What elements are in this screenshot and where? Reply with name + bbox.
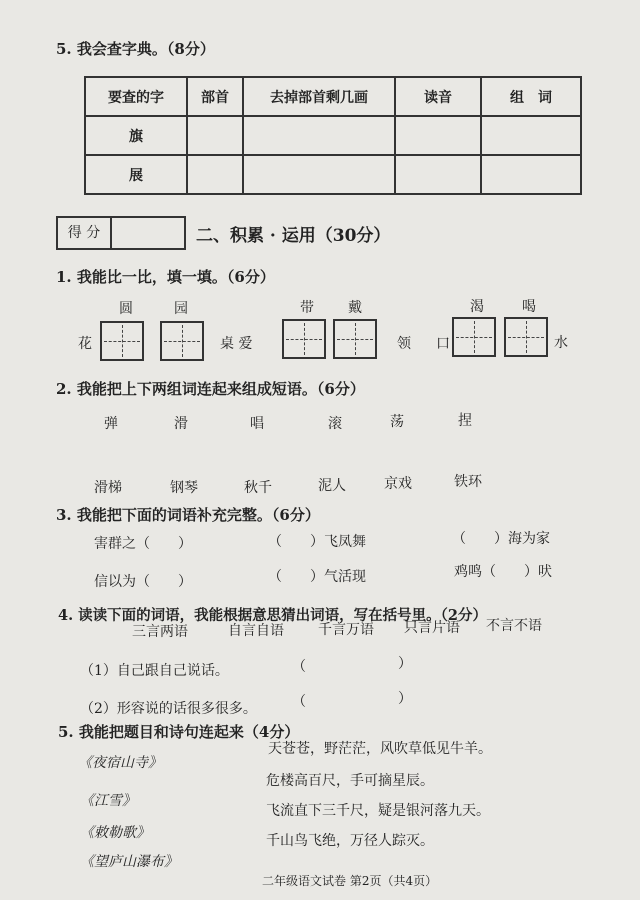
answer-cell[interactable] <box>187 116 243 155</box>
poem-title: 《敕勒歌》 <box>80 825 150 841</box>
answer-cell[interactable] <box>187 155 243 194</box>
table-header: 部首 <box>187 77 243 116</box>
q4-word: 自言自语 <box>228 623 284 639</box>
answer-cell[interactable] <box>481 116 581 155</box>
q2-title: 2. 我能把上下两组词连起来组成短语。（6分） <box>56 380 365 398</box>
q2-top-word: 唱 <box>250 416 264 432</box>
q1-word: 领 <box>397 336 411 352</box>
q4-item: （2）形容说的话很多很多。 <box>80 701 257 717</box>
q3-title: 3. 我能把下面的词语补充完整。（6分） <box>56 506 320 524</box>
answer-cell[interactable] <box>395 155 481 194</box>
q4-word: 只言片语 <box>404 620 460 636</box>
idiom-blank[interactable]: （ ）海为家 <box>452 531 550 547</box>
table-header: 要查的字 <box>85 77 187 116</box>
q1-word: 水 <box>554 335 568 351</box>
writing-grid-box[interactable] <box>282 319 326 359</box>
table-header: 组 词 <box>481 77 581 116</box>
writing-grid-box[interactable] <box>333 319 377 359</box>
q2-bottom-word: 滑梯 <box>94 480 122 496</box>
q1-char: 喝 <box>522 299 536 315</box>
score-label: 得 分 <box>58 218 112 248</box>
q5-top-title: 5. 我会查字典。（8分） <box>56 40 215 58</box>
q2-top-word: 滚 <box>328 416 342 432</box>
idiom-blank[interactable]: 信以为（ ） <box>94 574 192 590</box>
poem-line: 飞流直下三千尺，疑是银河落九天。 <box>266 803 490 819</box>
answer-paren-close[interactable]: ） <box>398 656 412 672</box>
section-title: 二、积累 · 运用（30分） <box>196 226 391 246</box>
table-header: 去掉部首剩几画 <box>243 77 395 116</box>
answer-cell[interactable] <box>481 155 581 194</box>
q1-char: 园 <box>174 301 188 317</box>
q2-top-word: 滑 <box>174 416 188 432</box>
writing-grid-box[interactable] <box>452 317 496 357</box>
q4-title: 4. 读读下面的词语，我能根据意思猜出词语，写在括号里。（2分） <box>58 607 488 624</box>
q2-top-word: 弹 <box>104 416 118 432</box>
q2-top-word: 荡 <box>390 414 404 430</box>
poem-title: 《望庐山瀑布》 <box>80 854 178 870</box>
q1-char: 带 <box>300 300 314 316</box>
idiom-blank[interactable]: 害群之（ ） <box>94 536 192 552</box>
q1-word: 桌 爱 <box>220 336 253 352</box>
score-box[interactable] <box>56 216 186 250</box>
answer-cell[interactable] <box>243 116 395 155</box>
table-cell: 展 <box>85 155 187 194</box>
idiom-blank[interactable]: （ ）飞凤舞 <box>268 534 366 550</box>
answer-cell[interactable] <box>395 116 481 155</box>
q4-word: 不言不语 <box>486 618 542 634</box>
q2-bottom-word: 秋千 <box>244 480 272 496</box>
table-header: 读音 <box>395 77 481 116</box>
answer-paren-open[interactable]: （ <box>292 694 306 710</box>
poem-title: 《夜宿山寺》 <box>78 755 162 771</box>
answer-paren-close[interactable]: ） <box>398 691 412 707</box>
q1-word: 花 <box>78 336 92 352</box>
q1-char: 戴 <box>348 300 362 316</box>
answer-cell[interactable] <box>243 155 395 194</box>
q5-title: 5. 我能把题目和诗句连起来（4分） <box>58 723 300 741</box>
q2-top-word: 捏 <box>458 413 472 429</box>
idiom-blank[interactable]: 鸡鸣（ ）吠 <box>454 564 552 580</box>
q1-word: 口 <box>436 336 450 352</box>
poem-line: 天苍苍，野茫茫，风吹草低见牛羊。 <box>268 741 492 757</box>
dictionary-table <box>84 76 582 195</box>
poem-line: 危楼高百尺，手可摘星辰。 <box>266 773 434 789</box>
q1-char: 渴 <box>470 299 484 315</box>
q4-word: 千言万语 <box>318 622 374 638</box>
q4-item: （1）自己跟自己说话。 <box>80 663 229 679</box>
table-cell: 旗 <box>85 116 187 155</box>
q2-bottom-word: 泥人 <box>318 478 346 494</box>
q1-title: 1. 我能比一比，填一填。（6分） <box>56 268 275 286</box>
q1-char: 圆 <box>119 301 133 317</box>
poem-line: 千山鸟飞绝，万径人踪灭。 <box>266 833 434 849</box>
q4-word: 三言两语 <box>132 624 188 640</box>
answer-paren-open[interactable]: （ <box>292 659 306 675</box>
idiom-blank[interactable]: （ ）气活现 <box>268 569 366 585</box>
writing-grid-box[interactable] <box>504 317 548 357</box>
q2-bottom-word: 京戏 <box>384 476 412 492</box>
poem-title: 《江雪》 <box>80 793 136 809</box>
page-footer: 二年级语文试卷 第2页（共4页） <box>262 874 438 888</box>
q2-bottom-word: 钢琴 <box>170 480 198 496</box>
writing-grid-box[interactable] <box>100 321 144 361</box>
q2-bottom-word: 铁环 <box>454 474 482 490</box>
writing-grid-box[interactable] <box>160 321 204 361</box>
